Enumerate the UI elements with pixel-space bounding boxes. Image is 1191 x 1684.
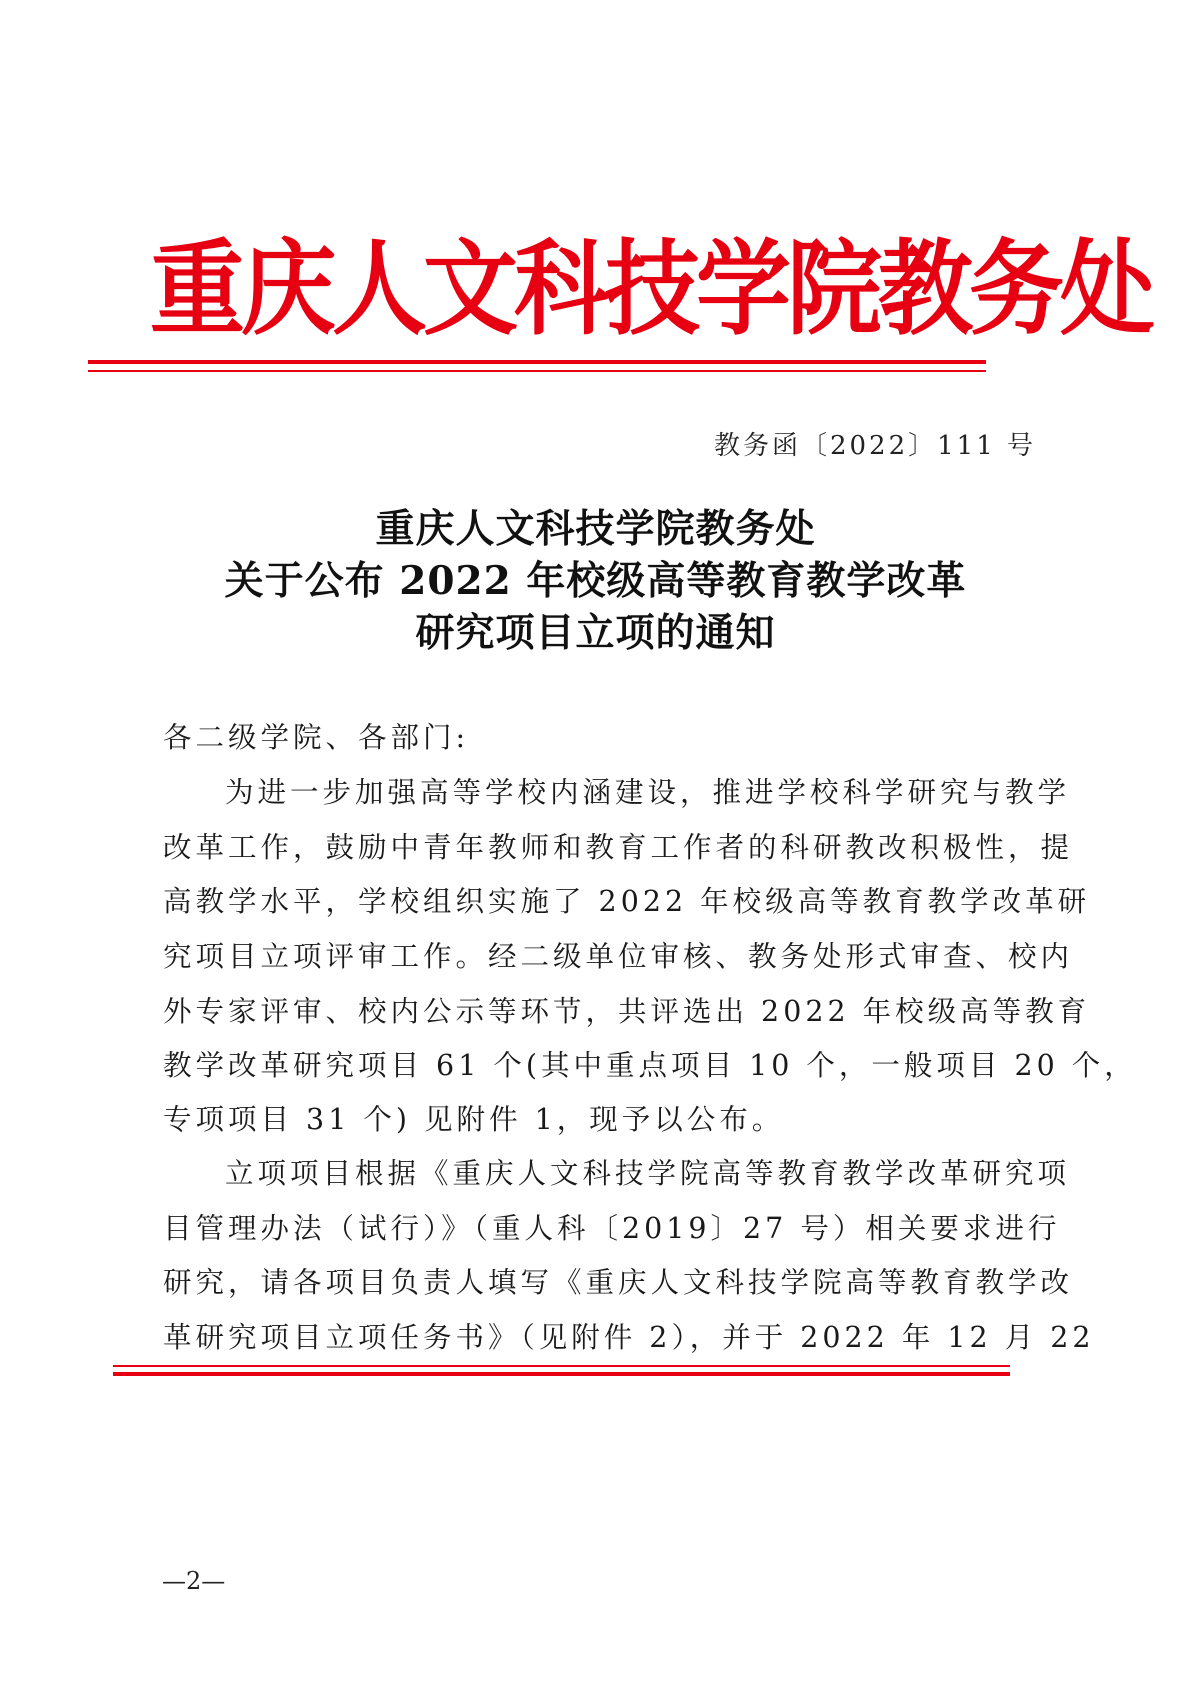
header-red-rule-thick <box>88 360 986 364</box>
notice-title-line-2: 关于公布 2022 年校级高等教育教学改革 <box>224 558 967 604</box>
body-line: 高教学水平，学校组织实施了 2022 年校级高等教育教学改革研 <box>163 885 1091 918</box>
footer-red-rule-thick <box>113 1372 1010 1376</box>
body-line: 研究，请各项目负责人填写《重庆人文科技学院高等教育教学改 <box>163 1266 1074 1299</box>
footer-red-rule-thin <box>113 1365 1010 1367</box>
body-line: 究项目立项评审工作。经二级单位审核、教务处形式审查、校内 <box>163 940 1074 973</box>
body-line: 专项项目 31 个) 见附件 1，现予以公布。 <box>163 1103 785 1136</box>
body-line: 立项项目根据《重庆人文科技学院高等教育教学改革研究项 <box>225 1157 1071 1190</box>
page-number: —2— <box>162 1567 226 1595</box>
document-number: 教务函〔2022〕111 号 <box>713 431 1036 461</box>
salutation: 各二级学院、各部门: <box>163 721 470 754</box>
body-line: 改革工作，鼓励中青年教师和教育工作者的科研教改积极性，提 <box>163 831 1074 864</box>
body-line: 教学改革研究项目 61 个(其中重点项目 10 个，一般项目 20 个， <box>163 1049 1137 1082</box>
body-line: 革研究项目立项任务书》（见附件 2），并于 2022 年 12 月 22 <box>163 1321 1095 1354</box>
header-red-rule-thin <box>88 370 986 372</box>
notice-title-line-1: 重庆人文科技学院教务处 <box>375 506 816 552</box>
letterhead-title: 重庆人文科技学院教务处 <box>150 230 1152 350</box>
body-line: 外专家评审、校内公示等环节，共评选出 2022 年校级高等教育 <box>163 995 1091 1028</box>
body-line: 为进一步加强高等学校内涵建设，推进学校科学研究与教学 <box>225 776 1071 809</box>
body-line: 目管理办法（试行）》（重人科〔2019〕27 号）相关要求进行 <box>163 1212 1061 1245</box>
notice-title-line-3: 研究项目立项的通知 <box>415 610 776 656</box>
